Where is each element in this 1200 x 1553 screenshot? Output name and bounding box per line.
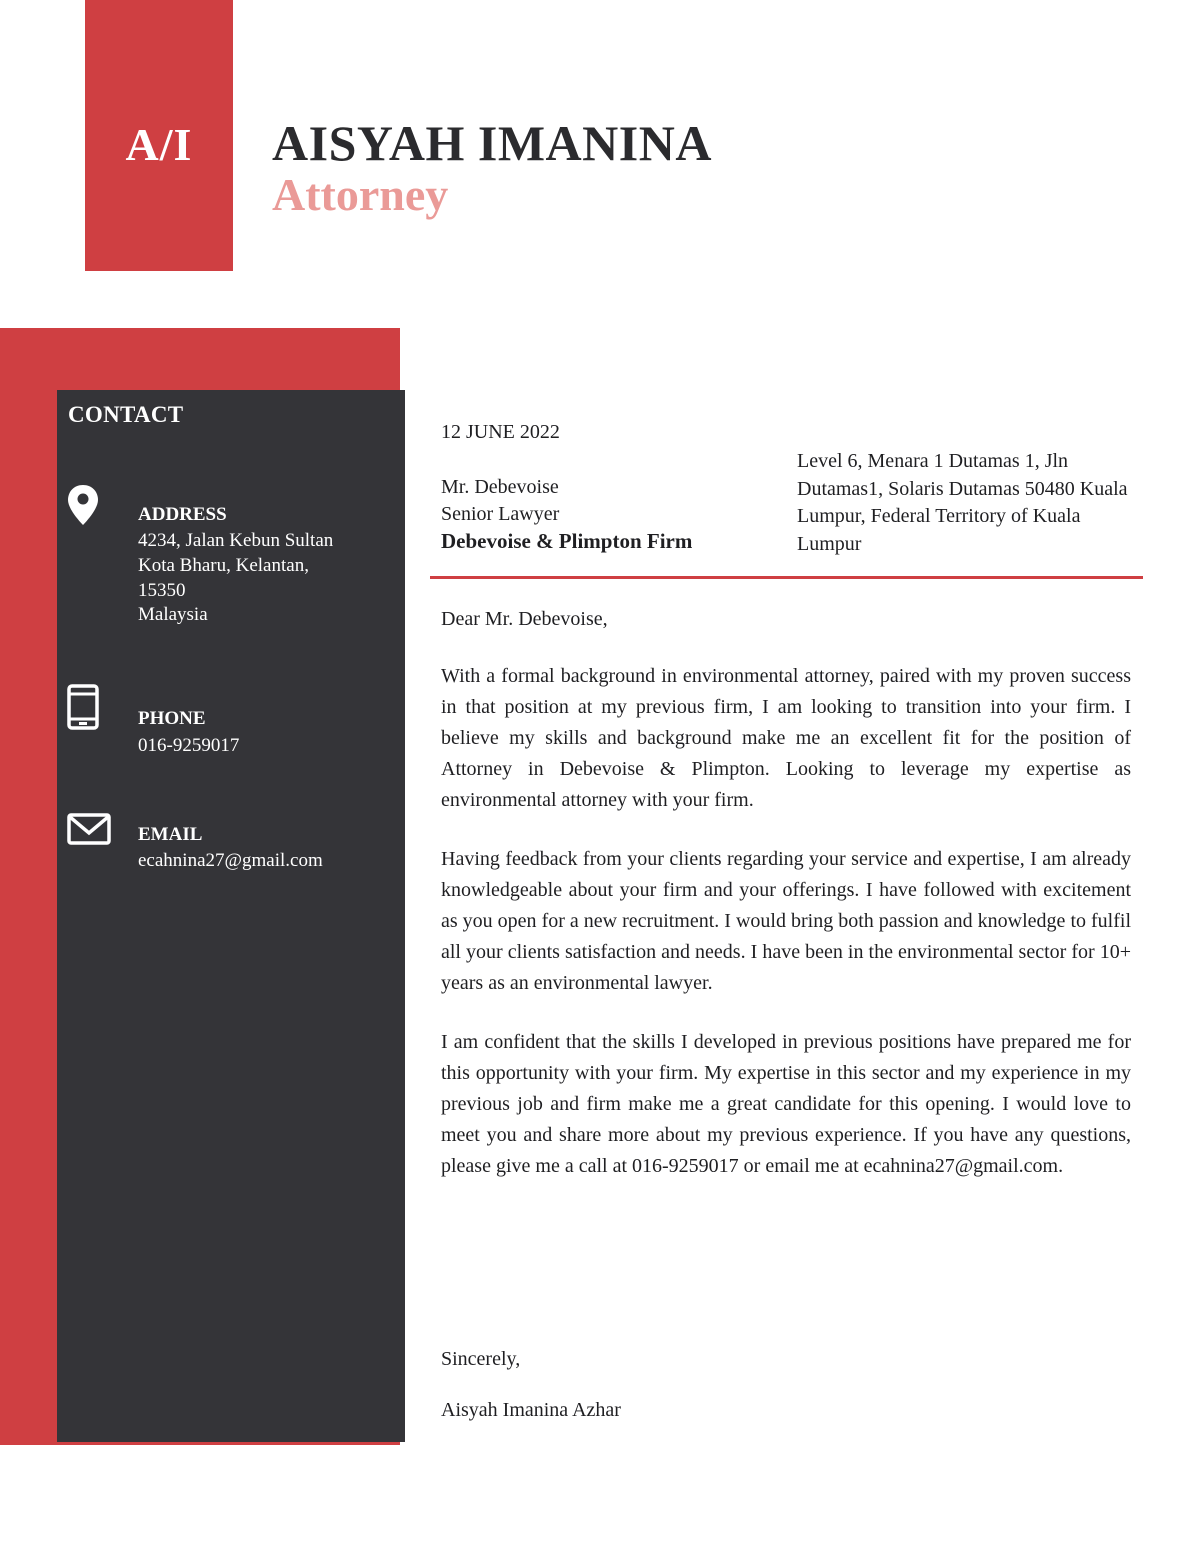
monogram: A/I — [125, 119, 193, 170]
salutation: Dear Mr. Debevoise, — [441, 608, 608, 630]
recipient-name: Mr. Debevoise — [441, 476, 559, 498]
monogram-block — [85, 0, 233, 271]
email-label: EMAIL — [138, 824, 203, 845]
letter-date: 12 JUNE 2022 — [441, 421, 560, 443]
recipient-block — [441, 474, 692, 555]
closing: Sincerely, — [441, 1348, 521, 1370]
body-paragraph: With a formal background in environmental attorney, paired with my proven success in that position at my previous firm, I am looking to transition into your firm. I believe my skills and background make me an excellent fit for the position of Attorney in Debevoise & Plimpton. Looking to leverage my expertise as environmental attorney with your firm. — [441, 665, 1131, 811]
recipient-title: Senior Lawyer — [441, 503, 560, 525]
applicant-name: AISYAH IMANINA — [272, 115, 712, 171]
address-line: Malaysia — [138, 604, 208, 625]
letter-body — [441, 604, 1131, 1210]
contact-heading: CONTACT — [68, 402, 184, 427]
signature: Aisyah Imanina Azhar — [441, 1399, 621, 1421]
address-label: ADDRESS — [138, 504, 227, 525]
address-line: 4234, Jalan Kebun Sultan — [138, 530, 334, 551]
address-line: 15350 — [138, 580, 186, 601]
email-value: ecahnina27@gmail.com — [138, 850, 323, 871]
body-paragraph: Having feedback from your clients regarding your service and expertise, I am already knowledgeable about your firm and your offerings. I have followed with excitement as you open for a new recruitment. I would bring both passion and knowledge to fulfil all your clients satisfaction and needs. I have been in the environmental sector for 10+ years as an environmental lawyer. — [441, 848, 1131, 994]
applicant-role: Attorney — [272, 169, 449, 220]
header-divider — [430, 576, 1143, 579]
address-line: Kota Bharu, Kelantan, — [138, 555, 309, 576]
firm-address: Level 6, Menara 1 Dutamas 1, Jln Dutamas1, Solaris Dutamas 50480 Kuala Lumpur, Federal Territory of Kuala Lumpur — [797, 450, 1128, 555]
phone-value: 016-9259017 — [138, 735, 240, 756]
mobile-phone-icon — [67, 684, 99, 730]
recipient-firm: Debevoise & Plimpton Firm — [441, 529, 693, 553]
phone-label: PHONE — [138, 708, 206, 729]
envelope-icon — [67, 813, 111, 845]
contact-sidebar — [57, 390, 405, 1442]
body-paragraph: I am confident that the skills I developed in previous positions have prepared me for this opportunity with your firm. My expertise in this sector and my experience in my previous job and firm make me a great candidate for this opening. I would love to meet you and share more about my previous experience. If you have any questions, please give me a call at 016-9259017 or email me at ecahnina27@gmail.com. — [441, 1031, 1131, 1177]
location-pin-icon — [67, 484, 99, 526]
